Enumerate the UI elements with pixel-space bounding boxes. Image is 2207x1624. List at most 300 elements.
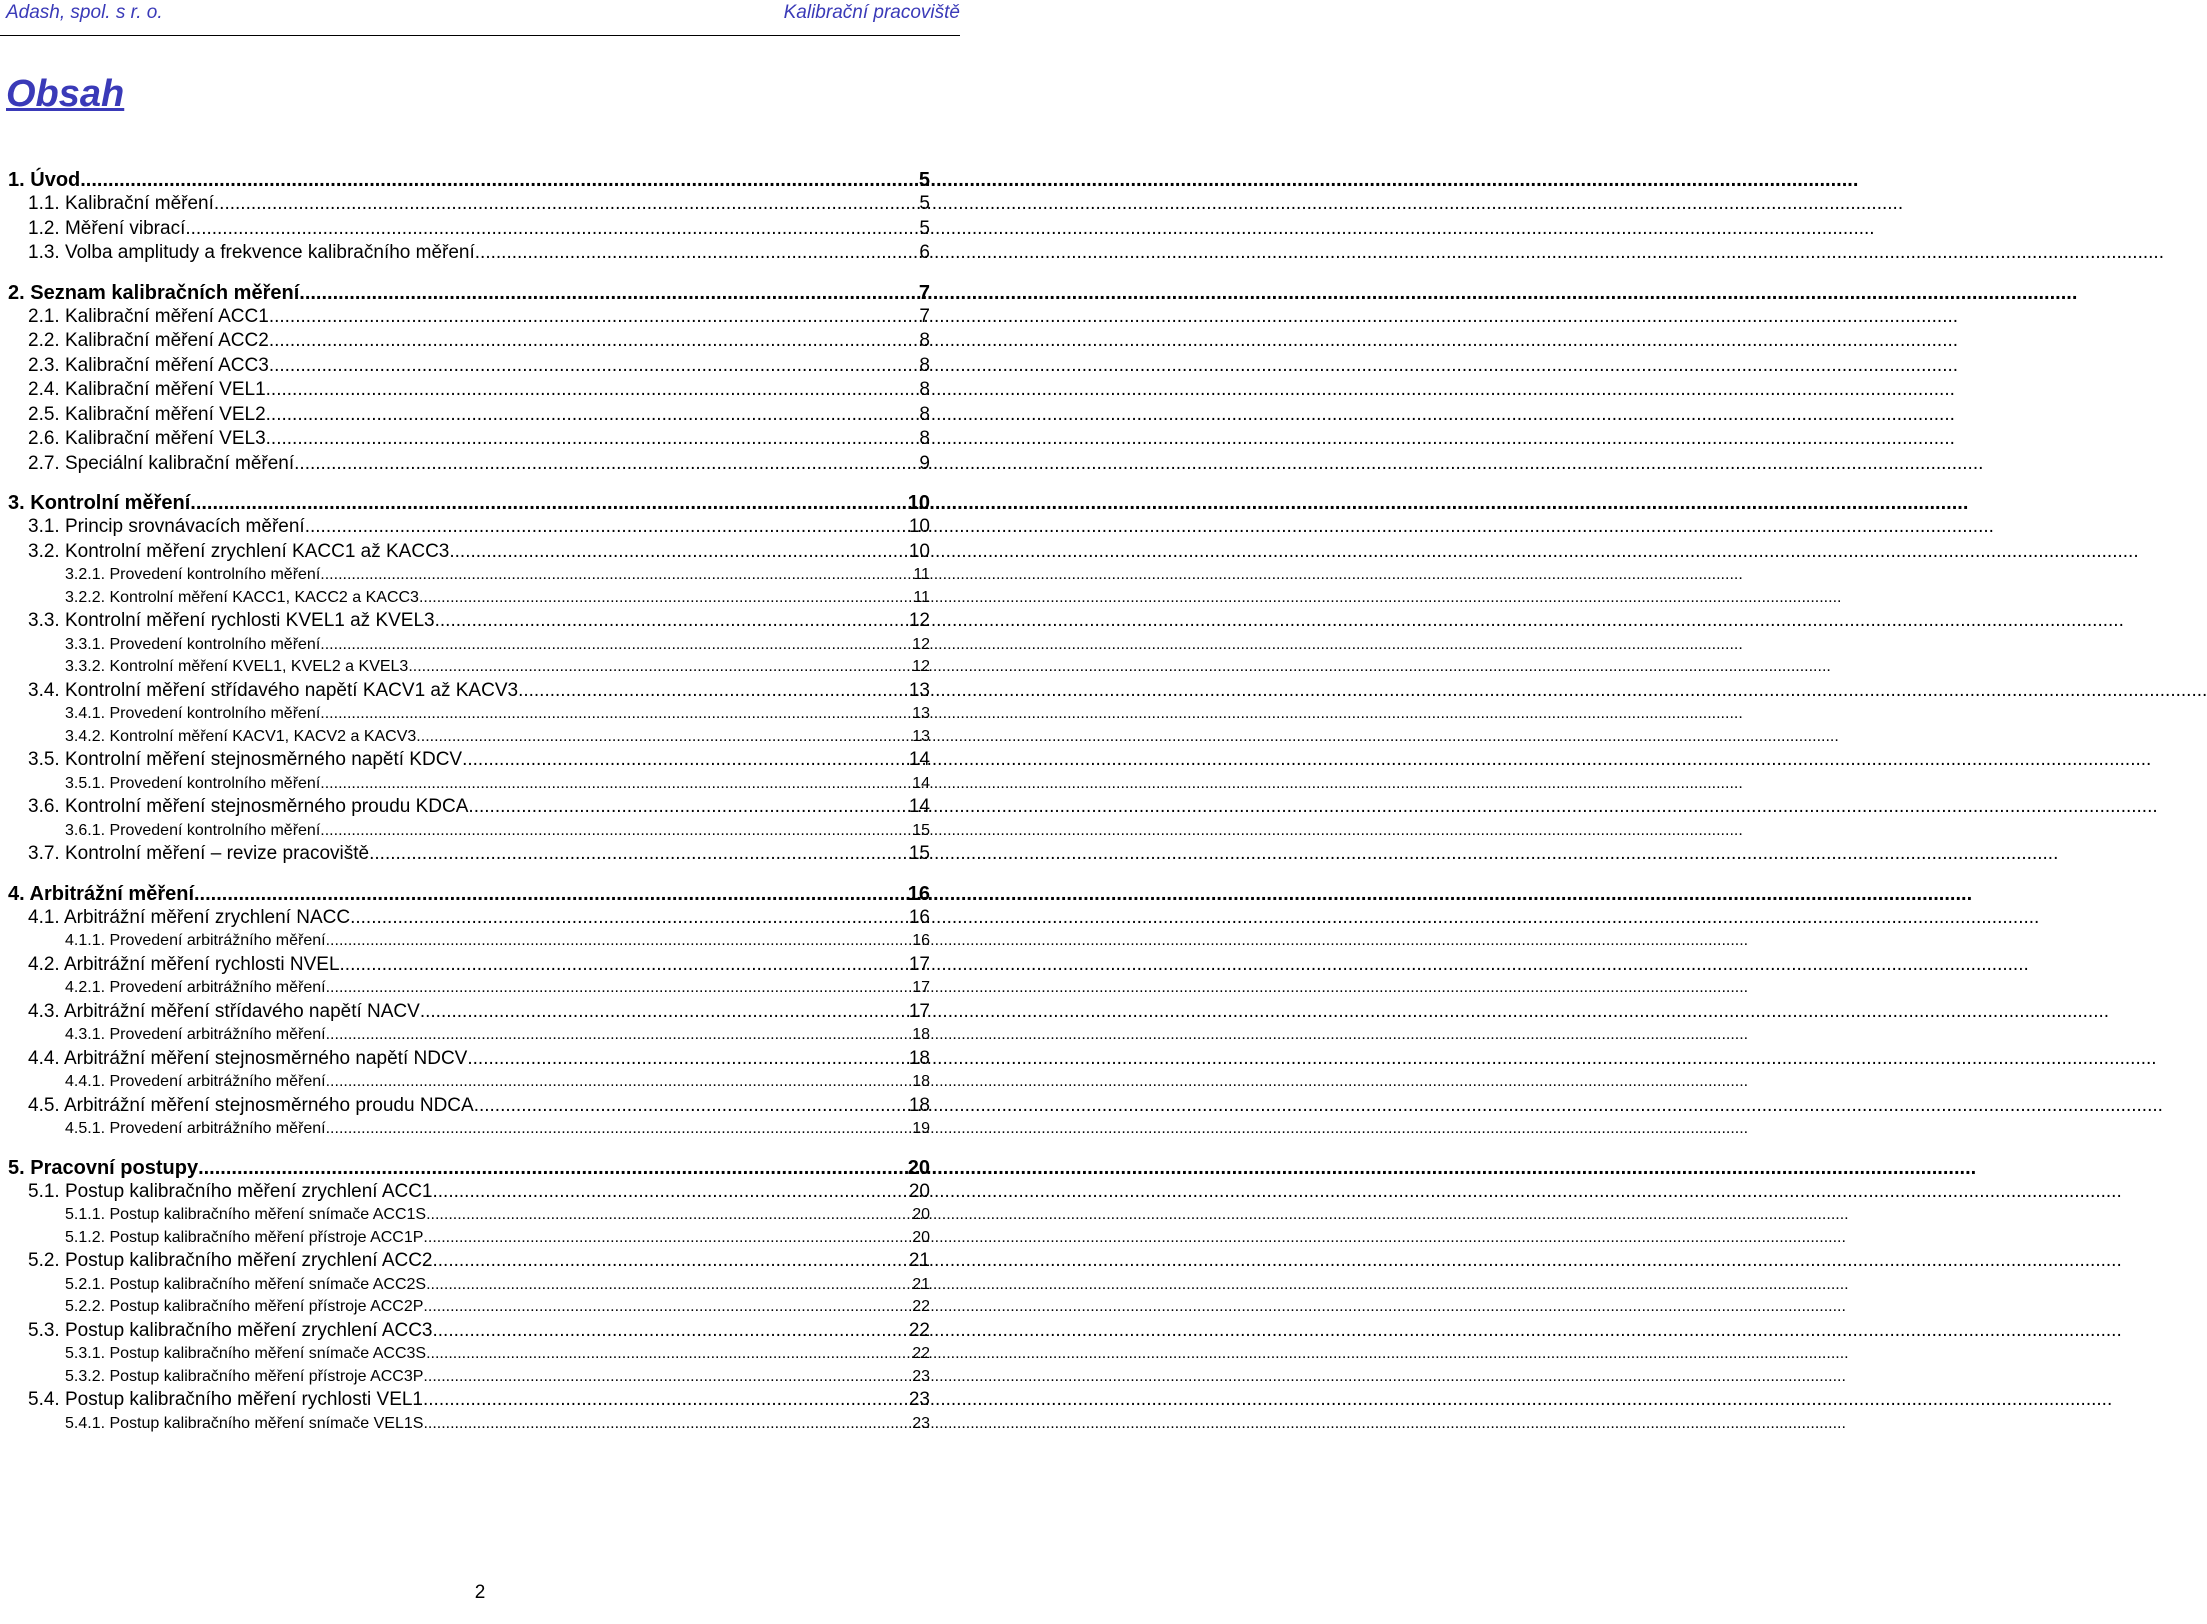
toc-entry-text: Kalibrační měření VEL1 [64, 379, 266, 400]
toc-entry[interactable] [8, 1319, 930, 1344]
toc-entry[interactable] [8, 515, 930, 540]
toc-entry-page: 7 [919, 305, 930, 327]
toc-entry-title [28, 305, 269, 330]
toc-entry-page: 18 [908, 1094, 930, 1116]
toc-entry-page: 10 [908, 516, 930, 537]
toc-entry-number: 4.1.1. [65, 932, 106, 949]
toc-entry-number: 3.3.1. [65, 635, 106, 653]
toc-leader-dots [433, 1180, 907, 1205]
toc-leader-dots [294, 452, 917, 477]
toc-entry-title [65, 1118, 326, 1141]
toc-entry-title [28, 1249, 433, 1274]
toc-entry-text: Postup kalibračního měření snímače ACC1S [109, 1206, 427, 1223]
toc-entry-text: Arbitrážní měření rychlosti NVEL [63, 953, 340, 975]
toc-leader-dots [320, 564, 911, 587]
toc-leader-dots [369, 842, 907, 867]
toc-entry-text: Kalibrační měření ACC1 [64, 305, 269, 327]
toc-leader-dots [423, 1227, 910, 1250]
toc-entry-page: 12 [908, 610, 930, 631]
toc-entry[interactable] [8, 1204, 930, 1227]
toc-entry-page: 19 [912, 1120, 930, 1137]
toc-entry-title [28, 1047, 467, 1072]
toc-entry-page: 13 [912, 705, 930, 722]
toc-entry[interactable] [8, 820, 930, 843]
toc-entry-page: 18 [912, 1073, 930, 1090]
toc-entry-title [65, 587, 419, 610]
toc-entry-title [65, 1227, 423, 1250]
toc-entry-text: Provedení arbitrážního měření [109, 1073, 326, 1090]
toc-leader-dots [190, 491, 905, 515]
toc-entry[interactable] [8, 930, 930, 953]
toc-entry-number: 1.3. [28, 242, 60, 263]
toc-entry[interactable] [8, 491, 930, 515]
toc-entry-text: Postup kalibračního měření zrychlení ACC1 [64, 1180, 433, 1202]
toc-entry-page: 8 [919, 354, 930, 376]
toc-entry-page: 9 [919, 452, 930, 474]
toc-entry-number: 5.1. [28, 1180, 60, 1202]
toc-entry-title [28, 192, 214, 217]
toc-entry-page: 14 [908, 749, 930, 770]
toc-entry[interactable] [8, 1094, 930, 1119]
toc-entry[interactable] [8, 1047, 930, 1072]
toc-entry-number: 2.7. [28, 452, 60, 474]
toc-entry-text: Postup kalibračního měření zrychlení ACC2 [64, 1250, 433, 1271]
toc-entry-number: 2.1. [28, 305, 60, 327]
toc-leader-dots [475, 241, 918, 266]
toc-leader-dots [426, 1204, 910, 1227]
toc-entry-title [8, 1156, 198, 1180]
toc-entry-title [28, 540, 449, 565]
toc-entry-page: 22 [908, 1319, 930, 1341]
toc-leader-dots [80, 168, 917, 192]
toc-entry-page: 14 [908, 796, 930, 817]
toc-leader-dots [299, 281, 917, 305]
toc-entry-title [65, 820, 320, 843]
toc-leader-dots [214, 192, 918, 217]
toc-entry-text: Postup kalibračního měření snímače VEL1S [109, 1414, 424, 1432]
toc-entry-page: 13 [912, 727, 930, 745]
toc-entry[interactable] [8, 1249, 930, 1274]
toc-entry-number: 2.2. [28, 330, 60, 351]
toc-entry[interactable] [8, 1343, 930, 1366]
toc-leader-dots [340, 953, 907, 978]
toc-entry-page: 6 [919, 242, 930, 263]
toc-leader-dots [269, 329, 918, 354]
toc-entry-number: 3.2.1. [65, 566, 106, 583]
toc-entry-page: 5 [919, 193, 930, 214]
toc-entry-text: Kontrolní měření KACV1, KACV2 a KACV3 [109, 727, 417, 745]
toc-entry-number: 5.3.1. [65, 1345, 106, 1362]
toc-entry-text: Kalibrační měření [64, 193, 214, 214]
toc-leader-dots [419, 587, 911, 610]
toc-entry-text: Kontrolní měření KACC1, KACC2 a KACC3 [109, 588, 419, 606]
toc-entry-page: 23 [912, 1414, 930, 1432]
toc-leader-dots [423, 1366, 910, 1389]
toc-entry-number: 4.3.1. [65, 1026, 106, 1043]
toc-entry-number: 4.2. [28, 953, 60, 975]
toc-entry-number: 3.4.2. [65, 727, 106, 745]
toc-entry-number: 3. [8, 492, 25, 514]
toc-entry-title [8, 882, 194, 906]
toc-leader-dots [194, 882, 906, 906]
toc-entry-title [28, 1000, 420, 1025]
toc-leader-dots [462, 748, 907, 773]
toc-leader-dots [416, 726, 910, 749]
toc-entry[interactable] [8, 748, 930, 773]
toc-entry-number: 2.6. [28, 428, 60, 449]
toc-entry-title [65, 634, 320, 657]
toc-entry-number: 5.4.1. [65, 1414, 106, 1432]
toc-entry[interactable] [8, 726, 930, 749]
toc-entry-number: 3.1. [28, 516, 60, 537]
toc-entry-text: Postup kalibračního měření snímače ACC2S [109, 1275, 427, 1293]
toc-leader-dots [449, 540, 906, 565]
toc-entry-title [8, 281, 299, 305]
toc-entry[interactable] [8, 192, 930, 217]
header-divider [0, 35, 960, 36]
toc-entry[interactable] [8, 656, 930, 679]
toc-entry-text: Provedení arbitrážního měření [109, 979, 326, 996]
toc-entry-text: Postup kalibračního měření snímače ACC3S [109, 1345, 427, 1362]
toc-entry[interactable] [8, 906, 930, 931]
toc-entry-text: Provedení arbitrážního měření [109, 1026, 326, 1043]
toc-entry-page: 17 [908, 953, 930, 975]
toc-entry-page: 10 [908, 540, 930, 562]
toc-leader-dots [468, 795, 906, 820]
toc-entry[interactable] [8, 305, 930, 330]
toc-entry-text: Kontrolní měření – revize pracoviště [64, 843, 370, 864]
toc-entry-number: 3.4. [28, 679, 60, 701]
toc-entry[interactable] [8, 1274, 930, 1297]
toc-entry-text: Arbitrážní měření stejnosměrného napětí NDCV [63, 1047, 468, 1069]
toc-entry-number: 5.2.1. [65, 1275, 106, 1293]
toc-leader-dots [433, 1319, 907, 1344]
toc-entry-text: Měření vibrací [64, 217, 186, 239]
toc-entry-title [65, 773, 320, 796]
toc-entry-text: Postup kalibračního měření přístroje ACC3P [109, 1367, 424, 1385]
toc-entry[interactable] [8, 564, 930, 587]
toc-entry-number: 3.3. [28, 610, 60, 631]
toc-entry-number: 2.3. [28, 354, 60, 376]
toc-leader-dots [474, 1094, 907, 1119]
toc-entry-text: Postup kalibračního měření zrychlení ACC3 [64, 1319, 433, 1341]
toc-entry-text: Kontrolní měření střídavého napětí KACV1 až KACV3 [64, 679, 519, 701]
toc-entry-page: 8 [919, 403, 930, 425]
toc-entry-number: 5.1.1. [65, 1206, 106, 1223]
toc-entry[interactable] [8, 540, 930, 565]
toc-entry-page: 11 [913, 566, 930, 583]
toc-entry-page: 21 [908, 1250, 930, 1271]
toc-entry-page: 5 [919, 217, 930, 239]
toc-entry-title [28, 1094, 474, 1119]
toc-leader-dots [423, 1413, 910, 1436]
toc-entry[interactable] [8, 703, 930, 726]
toc-entry-page: 23 [908, 1389, 930, 1410]
toc-entry-number: 2.5. [28, 403, 60, 425]
toc-entry[interactable] [8, 378, 930, 403]
toc-entry-title [65, 726, 416, 749]
toc-entry-number: 4.2.1. [65, 979, 106, 996]
toc-entry-number: 4.5.1. [65, 1120, 106, 1137]
toc-leader-dots [198, 1156, 906, 1180]
toc-entry-page: 18 [908, 1047, 930, 1069]
toc-entry-title [28, 329, 269, 354]
toc-entry[interactable] [8, 1366, 930, 1389]
toc-entry-title [28, 842, 369, 867]
toc-entry[interactable] [8, 1071, 930, 1094]
toc-entry-text: Postup kalibračního měření přístroje ACC2P [109, 1298, 424, 1315]
toc-entry[interactable] [8, 634, 930, 657]
toc-entry-text: Kontrolní měření KVEL1, KVEL2 a KVEL3 [109, 658, 409, 675]
toc-entry-page: 20 [908, 1180, 930, 1202]
toc-leader-dots [266, 378, 918, 403]
toc-entry[interactable] [8, 1156, 930, 1180]
toc-entry-title [65, 1204, 426, 1227]
toc-entry-page: 5 [918, 169, 930, 191]
toc-entry-text: Provedení arbitrážního měření [109, 1120, 326, 1137]
toc-entry-title [28, 378, 266, 403]
toc-entry-text: Kalibrační měření VEL3 [64, 428, 266, 449]
toc-entry-text: Pracovní postupy [30, 1156, 199, 1179]
toc-entry-page: 22 [912, 1345, 930, 1362]
toc-entry-text: Provedení kontrolního měření [109, 705, 321, 722]
toc-entry-number: 4.4. [28, 1047, 60, 1069]
toc-entry[interactable] [8, 1180, 930, 1205]
toc-leader-dots [433, 1249, 907, 1274]
toc-entry[interactable] [8, 1118, 930, 1141]
toc-entry-text: Kalibrační měření ACC2 [64, 330, 269, 351]
toc-entry-text: Kontrolní měření stejnosměrného proudu KDCA [64, 796, 469, 817]
toc-entry[interactable] [8, 1413, 930, 1436]
toc-entry-number: 3.7. [28, 843, 60, 864]
toc-entry-page: 8 [919, 379, 930, 400]
toc-entry-number: 2.4. [28, 379, 60, 400]
toc-entry-title [28, 795, 468, 820]
toc-entry-title [8, 168, 80, 192]
toc-entry-text: Speciální kalibrační měření [64, 452, 295, 474]
toc-entry-number: 3.4.1. [65, 705, 106, 722]
toc-leader-dots [269, 305, 918, 330]
toc-entry-text: Kontrolní měření [30, 492, 191, 514]
toc-leader-dots [320, 773, 910, 796]
toc-entry-page: 17 [908, 1000, 930, 1022]
toc-entry[interactable] [8, 329, 930, 354]
toc-leader-dots [266, 403, 918, 428]
toc-entry-text: Volba amplitudy a frekvence kalibračního měření [64, 242, 475, 263]
toc-entry-title [65, 656, 408, 679]
toc-entry-number: 5.3. [28, 1319, 60, 1341]
toc-entry-number: 3.6. [28, 796, 60, 817]
toc-entry-number: 3.5.1. [65, 774, 106, 792]
toc-entry-title [28, 515, 305, 540]
toc-entry-title [28, 953, 340, 978]
toc-entry-page: 12 [912, 658, 930, 675]
toc-entry-title [8, 491, 190, 515]
table-of-contents [8, 168, 930, 1435]
toc-entry-number: 3.5. [28, 749, 60, 770]
toc-entry-text: Arbitrážní měření stejnosměrného proudu NDCA [63, 1094, 474, 1116]
page-header [0, 0, 960, 30]
toc-entry-text: Kontrolní měření rychlosti KVEL1 až KVEL3 [64, 610, 435, 631]
page-title: Obsah [6, 73, 125, 115]
toc-entry-page: 23 [912, 1367, 930, 1385]
toc-entry-text: Úvod [30, 169, 81, 191]
toc-entry[interactable] [8, 609, 930, 634]
toc-entry-number: 4.1. [28, 906, 60, 928]
toc-entry-number: 1.1. [28, 193, 60, 214]
toc-entry-title [65, 1413, 423, 1436]
header-company: Adash, spol. s r. o. [6, 2, 163, 23]
toc-entry-text: Postup kalibračního měření přístroje ACC1P [109, 1228, 424, 1246]
toc-entry[interactable] [8, 953, 930, 978]
toc-leader-dots [326, 930, 911, 953]
toc-entry-title [28, 217, 185, 242]
toc-entry-page: 16 [907, 882, 930, 905]
toc-entry-number: 5.3.2. [65, 1367, 106, 1385]
toc-entry-text: Arbitrážní měření střídavého napětí NACV [63, 1000, 420, 1022]
toc-entry-page: 16 [908, 906, 930, 928]
toc-leader-dots [269, 354, 918, 379]
toc-entry-title [28, 609, 435, 634]
toc-entry-number: 5.2. [28, 1250, 60, 1271]
toc-entry-page: 15 [912, 821, 930, 839]
toc-entry-page: 11 [913, 588, 930, 606]
toc-entry-number: 3.2. [28, 540, 60, 562]
toc-entry[interactable] [8, 217, 930, 242]
toc-entry-page: 13 [908, 679, 930, 701]
toc-entry-number: 2. [8, 281, 25, 304]
toc-leader-dots [426, 1274, 910, 1297]
toc-entry-text: Kontrolní měření stejnosměrného napětí KDCV [64, 749, 463, 770]
toc-entry-page: 15 [908, 843, 930, 864]
toc-entry[interactable] [8, 842, 930, 867]
toc-entry-page: 14 [912, 774, 930, 792]
toc-entry[interactable] [8, 795, 930, 820]
toc-leader-dots [426, 1343, 910, 1366]
toc-entry-text: Princip srovnávacích měření [64, 516, 305, 537]
toc-entry[interactable] [8, 1388, 930, 1413]
toc-entry-title [28, 1388, 423, 1413]
toc-entry-text: Arbitrážní měření zrychlení NACC [63, 906, 351, 928]
toc-entry-title [28, 427, 266, 452]
toc-entry-number: 5.1.2. [65, 1228, 106, 1246]
toc-entry-page: 8 [919, 330, 930, 351]
toc-entry-title [28, 906, 350, 931]
toc-entry-title [65, 977, 326, 1000]
toc-entry-page: 12 [912, 635, 930, 653]
toc-entry[interactable] [8, 1296, 930, 1319]
toc-entry-page: 22 [912, 1298, 930, 1315]
toc-entry-number: 4.3. [28, 1000, 60, 1022]
toc-entry[interactable] [8, 882, 930, 906]
toc-entry[interactable] [8, 168, 930, 192]
toc-entry[interactable] [8, 977, 930, 1000]
toc-leader-dots [423, 1388, 907, 1413]
toc-entry-title [65, 1071, 326, 1094]
toc-leader-dots [320, 703, 910, 726]
toc-entry-page: 7 [918, 281, 930, 304]
toc-entry[interactable] [8, 773, 930, 796]
toc-entry-number: 4. [8, 882, 25, 905]
toc-entry[interactable] [8, 427, 930, 452]
toc-entry-page: 10 [907, 492, 930, 514]
toc-entry[interactable] [8, 1227, 930, 1250]
toc-leader-dots [326, 1118, 911, 1141]
toc-leader-dots [266, 427, 918, 452]
toc-leader-dots [420, 1000, 907, 1025]
toc-entry-title [65, 1343, 426, 1366]
toc-entry[interactable] [8, 403, 930, 428]
toc-entry-title [65, 1296, 423, 1319]
toc-entry[interactable] [8, 679, 930, 704]
toc-entry-page: 20 [912, 1206, 930, 1223]
toc-entry-page: 16 [912, 932, 930, 949]
toc-entry-text: Provedení kontrolního měření [109, 774, 321, 792]
toc-entry-title [65, 703, 320, 726]
toc-entry-text: Arbitrážní měření [29, 882, 194, 905]
toc-leader-dots [326, 1024, 911, 1047]
toc-entry-title [28, 452, 294, 477]
toc-entry-number: 3.6.1. [65, 821, 106, 839]
toc-entry-title [28, 354, 269, 379]
toc-entry-number: 1. [8, 169, 25, 191]
toc-entry[interactable] [8, 452, 930, 477]
toc-leader-dots [408, 656, 910, 679]
toc-entry[interactable] [8, 1000, 930, 1025]
toc-entry[interactable] [8, 241, 930, 266]
toc-entry-text: Provedení kontrolního měření [109, 821, 321, 839]
toc-entry-text: Seznam kalibračních měření [30, 281, 300, 304]
toc-leader-dots [423, 1296, 910, 1319]
toc-entry-page: 17 [912, 979, 930, 996]
toc-entry-page: 20 [907, 1156, 930, 1179]
toc-leader-dots [467, 1047, 907, 1072]
toc-entry-title [28, 679, 518, 704]
toc-entry-number: 1.2. [28, 217, 60, 239]
toc-leader-dots [320, 820, 910, 843]
toc-entry-number: 5.4. [28, 1389, 60, 1410]
toc-entry-number: 4.4.1. [65, 1073, 106, 1090]
toc-entry-text: Provedení kontrolního měření [109, 566, 321, 583]
toc-leader-dots [435, 609, 907, 634]
toc-leader-dots [518, 679, 907, 704]
toc-entry-number: 3.2.2. [65, 588, 106, 606]
toc-leader-dots [320, 634, 910, 657]
header-document-title: Kalibrační pracoviště [783, 2, 960, 23]
toc-entry-text: Postup kalibračního měření rychlosti VEL1 [64, 1389, 423, 1410]
toc-entry-page: 8 [919, 428, 930, 449]
toc-entry-title [65, 1366, 423, 1389]
toc-entry-title [65, 1024, 326, 1047]
toc-entry[interactable] [8, 1024, 930, 1047]
toc-leader-dots [326, 1071, 911, 1094]
toc-entry[interactable] [8, 281, 930, 305]
toc-leader-dots [305, 515, 907, 540]
toc-entry-page: 18 [912, 1026, 930, 1043]
toc-entry-title [28, 748, 462, 773]
toc-leader-dots [326, 977, 911, 1000]
toc-entry-text: Kalibrační měření VEL2 [64, 403, 266, 425]
toc-entry-text: Provedení arbitrážního měření [109, 932, 326, 949]
toc-entry-page: 20 [912, 1228, 930, 1246]
toc-entry-number: 3.3.2. [65, 658, 106, 675]
toc-entry-title [28, 403, 266, 428]
toc-entry-title [28, 241, 475, 266]
toc-entry[interactable] [8, 587, 930, 610]
toc-entry-number: 5.2.2. [65, 1298, 106, 1315]
toc-entry-title [65, 564, 320, 587]
toc-entry[interactable] [8, 354, 930, 379]
